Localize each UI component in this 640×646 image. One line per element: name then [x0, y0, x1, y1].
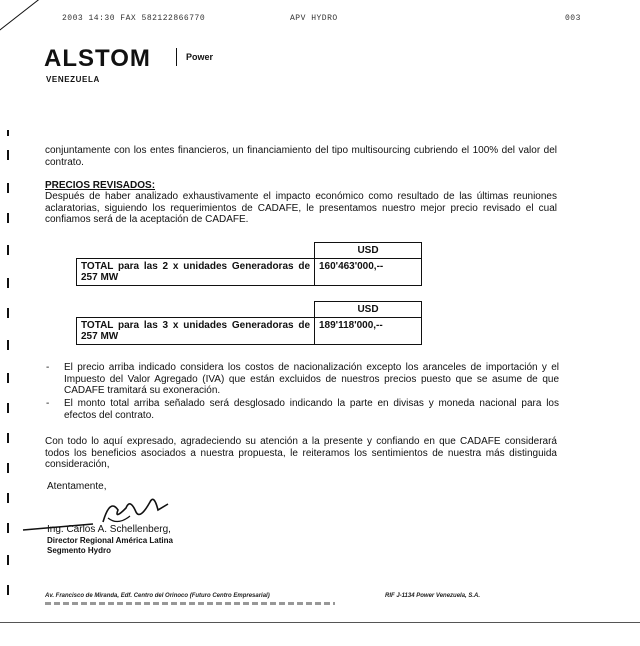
price-amount: 160'463'000,--	[315, 259, 422, 286]
scan-edge-mark	[7, 130, 9, 136]
scan-edge-mark	[7, 433, 9, 443]
fax-header-sender: APV HYDRO	[290, 14, 338, 23]
footer-company: RIF J-1134 Power Venezuela, S.A.	[385, 593, 481, 599]
section-paragraph: Después de haber analizado exhaustivamente el impacto económico como resultado de las últimas reuniones aclaratorias, siguiendo los requerimientos de CADAFE, le presentamos nuestro mejor precio revisado el cual confiamos será de la aceptación de CADAFE.	[45, 191, 557, 225]
price-table-3-units	[76, 301, 422, 345]
logo-divider	[176, 48, 177, 66]
footer-address: Av. Francisco de Miranda, Edf. Centro del Orinoco (Futuro Centro Empresarial)	[45, 593, 270, 599]
scan-edge-mark	[7, 245, 9, 255]
price-label: TOTAL para las 2 x unidades Generadoras de 257 MW	[77, 259, 315, 286]
currency-header: USD	[315, 302, 422, 318]
bullet-marker: -	[46, 398, 50, 409]
price-label: TOTAL para las 3 x unidades Generadoras de 257 MW	[77, 318, 315, 345]
intro-paragraph: conjuntamente con los entes financieros, un financiamiento del tipo multisourcing cubriendo el 100% del valor del contrato.	[45, 145, 557, 168]
scan-edge-mark	[7, 308, 9, 318]
scan-edge-mark	[7, 555, 9, 565]
footer-illegible-line	[45, 602, 335, 605]
scan-edge-mark	[7, 213, 9, 223]
price-table-2-units	[76, 242, 422, 286]
alstom-logo: ALSTOM	[44, 45, 151, 72]
scan-edge-mark	[7, 403, 9, 413]
page-bottom-rule	[0, 622, 640, 623]
salutation: Atentamente,	[47, 481, 107, 492]
closing-paragraph: Con todo lo aquí expresado, agradeciendo su atención a la presente y confiando en que CADAFE considerará todos los beneficios asociados a nuestra propuesta, le reiteramos los sentimientos de nuestra más distinguida consideración,	[45, 436, 557, 470]
bullet-text: El monto total arriba señalado será desglosado indicando la parte en divisas y moneda nacional para los efectos del contrato.	[64, 398, 559, 421]
scan-edge-mark	[7, 493, 9, 503]
currency-header: USD	[315, 243, 422, 259]
scan-edge-mark	[7, 523, 9, 533]
scan-edge-mark	[7, 373, 9, 383]
fax-page-number: 003	[565, 14, 581, 23]
signer-title: Director Regional América Latina	[47, 536, 173, 545]
scan-edge-mark	[7, 585, 9, 595]
signer-name: Ing. Carlos A. Schellenberg,	[47, 524, 171, 535]
fax-header-timestamp: 2003 14:30 FAX 582122866770	[62, 14, 206, 23]
scan-edge-mark	[7, 278, 9, 288]
fax-corner-line	[0, 0, 71, 46]
price-amount: 189'118'000,--	[315, 318, 422, 345]
division-label: Power	[186, 52, 214, 62]
scan-edge-mark	[7, 463, 9, 473]
bullet-marker: -	[46, 362, 50, 373]
scan-edge-mark	[7, 150, 9, 160]
signer-segment: Segmento Hydro	[47, 546, 112, 555]
section-heading: PRECIOS REVISADOS:	[45, 180, 156, 191]
bullet-text: El precio arriba indicado considera los costos de nacionalización excepto los aranceles de importación y el Impuesto del Valor Agregado (IVA) que están excluidos de nuestros precios puesto que se asume de que CADAFE tramitará su exoneración.	[64, 362, 559, 396]
scan-edge-mark	[7, 183, 9, 193]
scan-edge-mark	[7, 340, 9, 350]
country-label: VENEZUELA	[46, 75, 100, 84]
